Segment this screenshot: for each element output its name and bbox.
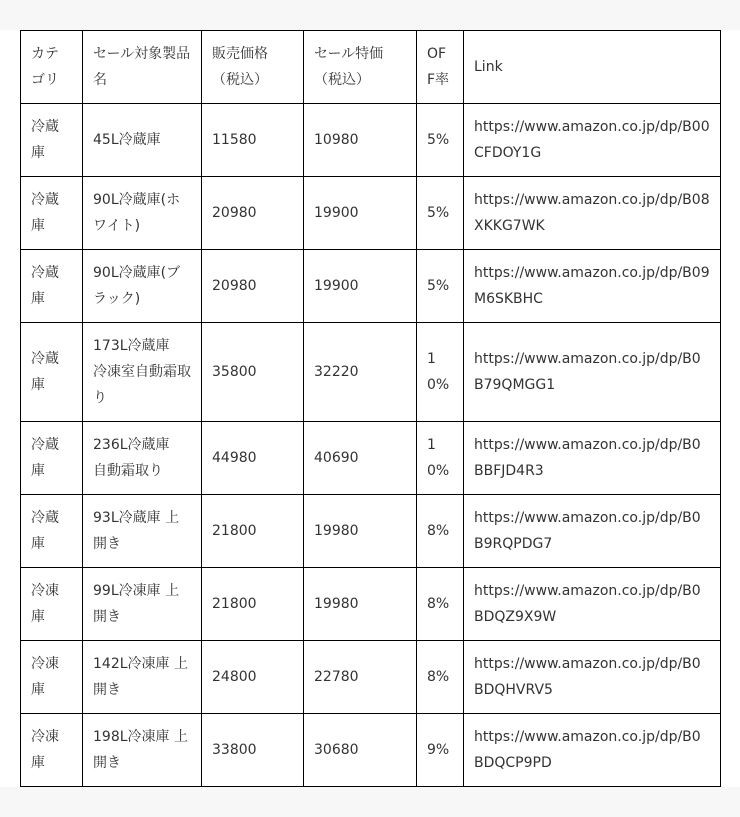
product-link[interactable]: https://www.amazon.co.jp/dp/B0BBFJD4R3 [464, 422, 721, 495]
list-price-cell: 24800 [202, 641, 304, 714]
sale-products-table [20, 30, 721, 787]
table-row [21, 104, 721, 177]
off-rate-cell: 8% [417, 495, 464, 568]
list-price-cell: 21800 [202, 568, 304, 641]
header-category: カテゴリ [21, 31, 83, 104]
off-rate-cell: 5% [417, 250, 464, 323]
list-price-cell: 20980 [202, 250, 304, 323]
category-cell: 冷蔵庫 [21, 104, 83, 177]
sale-price-cell: 19900 [304, 177, 417, 250]
sale-price-cell: 32220 [304, 323, 417, 422]
sale-price-cell: 30680 [304, 714, 417, 787]
page-top-band [0, 0, 740, 30]
product-link[interactable]: https://www.amazon.co.jp/dp/B0B9RQPDG7 [464, 495, 721, 568]
table-row [21, 422, 721, 495]
category-cell: 冷蔵庫 [21, 422, 83, 495]
product-name-cell: 90L冷蔵庫(ブラック) [83, 250, 202, 323]
product-name-cell: 142L冷凍庫 上開き [83, 641, 202, 714]
product-link[interactable]: https://www.amazon.co.jp/dp/B0BDQCP9PD [464, 714, 721, 787]
table-row [21, 714, 721, 787]
product-link[interactable]: https://www.amazon.co.jp/dp/B09M6SKBHC [464, 250, 721, 323]
table-row [21, 568, 721, 641]
product-link[interactable]: https://www.amazon.co.jp/dp/B0B79QMGG1 [464, 323, 721, 422]
category-cell: 冷蔵庫 [21, 250, 83, 323]
list-price-cell: 33800 [202, 714, 304, 787]
table-row [21, 641, 721, 714]
list-price-cell: 44980 [202, 422, 304, 495]
table-row [21, 177, 721, 250]
header-off-rate: OFF率 [417, 31, 464, 104]
table-row [21, 323, 721, 422]
sale-price-cell: 40690 [304, 422, 417, 495]
list-price-cell: 20980 [202, 177, 304, 250]
sale-price-cell: 19980 [304, 495, 417, 568]
list-price-cell: 21800 [202, 495, 304, 568]
page-bottom-band [0, 787, 740, 817]
product-name-cell: 93L冷蔵庫 上開き [83, 495, 202, 568]
category-cell: 冷凍庫 [21, 714, 83, 787]
category-cell: 冷蔵庫 [21, 177, 83, 250]
category-cell: 冷凍庫 [21, 641, 83, 714]
product-link[interactable]: https://www.amazon.co.jp/dp/B0BDQHVRV5 [464, 641, 721, 714]
sale-price-cell: 19900 [304, 250, 417, 323]
off-rate-cell: 5% [417, 177, 464, 250]
off-rate-cell: 8% [417, 568, 464, 641]
table-row [21, 250, 721, 323]
product-link[interactable]: https://www.amazon.co.jp/dp/B08XKKG7WK [464, 177, 721, 250]
category-cell: 冷凍庫 [21, 568, 83, 641]
category-cell: 冷蔵庫 [21, 323, 83, 422]
table-header-row [21, 31, 721, 104]
product-link[interactable]: https://www.amazon.co.jp/dp/B0BDQZ9X9W [464, 568, 721, 641]
product-name-cell: 90L冷蔵庫(ホワイト) [83, 177, 202, 250]
off-rate-cell: 5% [417, 104, 464, 177]
off-rate-cell: 8% [417, 641, 464, 714]
list-price-cell: 11580 [202, 104, 304, 177]
sale-price-cell: 22780 [304, 641, 417, 714]
off-rate-cell: 10% [417, 323, 464, 422]
off-rate-cell: 10% [417, 422, 464, 495]
product-link[interactable]: https://www.amazon.co.jp/dp/B00CFDOY1G [464, 104, 721, 177]
product-name-cell: 45L冷蔵庫 [83, 104, 202, 177]
off-rate-cell: 9% [417, 714, 464, 787]
list-price-cell: 35800 [202, 323, 304, 422]
header-product-name: セール対象製品名 [83, 31, 202, 104]
product-name-cell: 173L冷蔵庫 冷凍室自動霜取り [83, 323, 202, 422]
sale-price-cell: 19980 [304, 568, 417, 641]
header-link: Link [464, 31, 721, 104]
category-cell: 冷蔵庫 [21, 495, 83, 568]
header-sale-price: セール特価（税込） [304, 31, 417, 104]
table-row [21, 495, 721, 568]
product-name-cell: 99L冷凍庫 上開き [83, 568, 202, 641]
product-name-cell: 198L冷凍庫 上開き [83, 714, 202, 787]
sale-price-cell: 10980 [304, 104, 417, 177]
header-list-price: 販売価格（税込） [202, 31, 304, 104]
product-name-cell: 236L冷蔵庫 自動霜取り [83, 422, 202, 495]
